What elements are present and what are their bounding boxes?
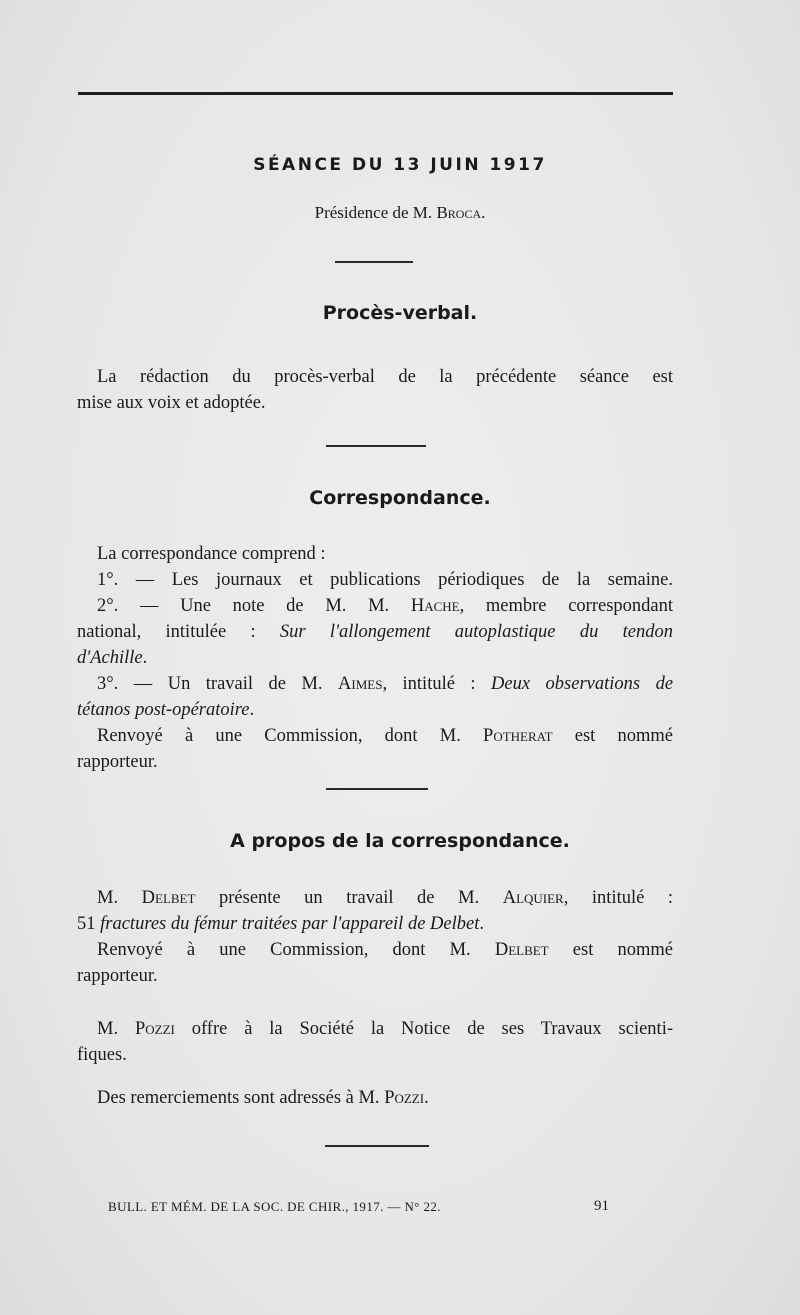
correspondance-item-3-line-2 [77, 697, 673, 723]
renvoi-text-b: est nommé [574, 726, 673, 746]
item3-work-title-2: tétanos post-opératoire [77, 700, 250, 720]
proces-verbal-line-2: mise aux voix et adoptée. [77, 393, 266, 413]
remerciements-line [77, 1085, 673, 1111]
renvoi-text-b: est nommé [572, 940, 674, 960]
p1-work-title: fractures du fémur traitées par l'appareil de Delbet [100, 914, 480, 934]
presidence-line [0, 203, 800, 223]
a-propos-renvoi-line-1 [77, 937, 673, 963]
item3-text: 3°. — Un travail de M. [97, 674, 323, 694]
remerciements-paragraph [77, 1085, 673, 1111]
remerc-end: . [424, 1088, 429, 1108]
session-title: SÉANCE DU 13 JUIN 1917 [253, 155, 547, 175]
heading-correspondance: Correspondance. [309, 487, 491, 509]
a-propos-line-1 [77, 885, 673, 911]
correspondance-renvoi-line-2: rapporteur. [77, 752, 158, 772]
separator-rule [326, 788, 428, 790]
correspondance-item-3-line-1 [77, 671, 673, 697]
renvoi-text: Renvoyé à une Commission, dont M. [97, 940, 471, 960]
author-name-pozzi: Pozzi [134, 1019, 175, 1039]
item3-work-title: Deux observations de [491, 674, 674, 694]
renvoi-text: Renvoyé à une Commission, dont M. [97, 726, 461, 746]
p1-number: 51 [77, 914, 96, 934]
rapporteur-name-potherat: Potherat [483, 726, 553, 746]
item2-text-c: national, intitulée : [77, 622, 256, 642]
pozzi-paragraph [77, 1016, 673, 1068]
heading-proces-verbal: Procès-verbal. [322, 302, 478, 324]
author-name-delbet: Delbet [141, 888, 196, 908]
item3-text-b: , intitulé : [382, 674, 476, 694]
a-propos-renvoi-line-2: rapporteur. [77, 966, 158, 986]
presidence-suffix: . [481, 203, 486, 222]
author-name-aimes: Aimes [338, 674, 383, 694]
top-rule [78, 92, 673, 95]
proces-verbal-paragraph [77, 364, 673, 416]
presidence-name: Broca [436, 203, 482, 222]
remerc-text: Des remerciements sont adressés à M. [97, 1088, 380, 1108]
correspondance-item-2-line-2 [77, 619, 673, 645]
presidence-prefix: Présidence de M. [314, 203, 433, 222]
item2-end: . [142, 648, 148, 668]
a-propos-line-2 [77, 911, 673, 937]
item3-end: . [249, 700, 255, 720]
rapporteur-name-delbet: Delbet [494, 940, 549, 960]
item2-text-b: , membre correspondant [459, 596, 673, 616]
separator-rule [326, 445, 426, 447]
separator-rule [335, 261, 413, 263]
p1-text-c: , intitulé : [563, 888, 674, 908]
author-name-pozzi: Pozzi [384, 1088, 425, 1108]
heading-a-propos: A propos de la correspondance. [230, 830, 570, 852]
author-name-hache: Hache [410, 596, 460, 616]
proces-verbal-line-1: La rédaction du procès-verbal de la précédente séance est [97, 367, 673, 387]
correspondance-renvoi-line-1 [77, 723, 673, 749]
item2-work-title-2: d'Achille [77, 648, 143, 668]
author-name-alquier: Alquier [502, 888, 564, 908]
page-number: 91 [594, 1198, 609, 1214]
correspondance-paragraph [77, 541, 673, 775]
correspondance-intro: La correspondance comprend : [97, 544, 326, 564]
separator-rule [325, 1145, 429, 1147]
correspondance-item-1: 1°. — Les journaux et publications périodiques de la semaine. [97, 570, 673, 590]
a-propos-paragraph [77, 885, 673, 989]
p1-end: . [479, 914, 484, 934]
correspondance-item-2-line-3 [77, 645, 673, 671]
correspondance-item-2-line-1 [77, 593, 673, 619]
pozzi-line-1 [77, 1016, 673, 1042]
p1-text-b: présente un travail de M. [219, 888, 480, 908]
pozzi-text-a: M. [97, 1019, 119, 1039]
item2-text: 2°. — Une note de M. M. [97, 596, 390, 616]
p1-text-a: M. [97, 888, 119, 908]
item2-work-title: Sur l'allongement autoplastique du tendon [279, 622, 673, 642]
footer-citation: BULL. ET MÉM. DE LA SOC. DE CHIR., 1917. — N° 22. [108, 1199, 441, 1214]
pozzi-text-b: offre à la Société la Notice de ses Travaux scienti- [191, 1019, 674, 1039]
pozzi-line-2: fiques. [77, 1045, 127, 1065]
